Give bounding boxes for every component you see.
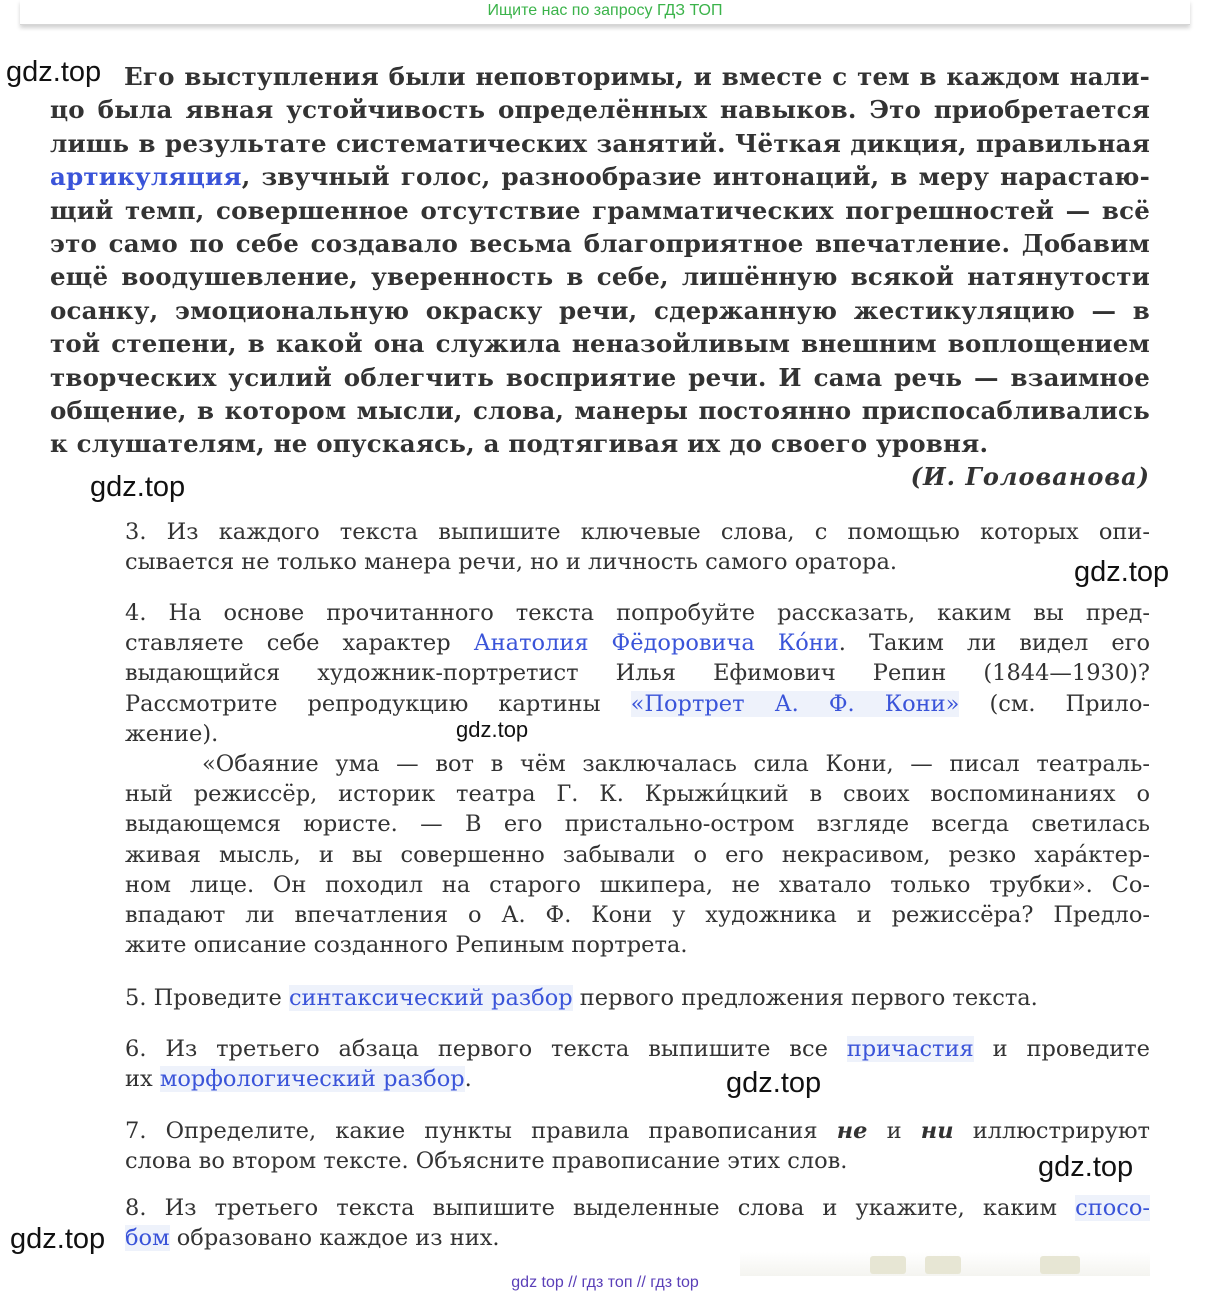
syntax-analysis-link[interactable]: синтаксический разбор: [288, 985, 573, 1011]
participles-link[interactable]: причастия: [846, 1036, 974, 1062]
text-line: щий темп, совершенное отсутствие грамматических погрешностей — всё: [50, 195, 1150, 225]
text-line: к слушателям, не опускаясь, а подтягивая их до своего уровня.: [50, 429, 989, 459]
text-line: это само по себе создавало весьма благоприятное впечатление. Добавим: [50, 229, 1150, 259]
text-line: Его выступления были неповторимы, и вместе с тем в каждом нали-: [124, 62, 1150, 91]
watermark: gdz.top: [90, 471, 186, 503]
question-5: 5. Проведите синтаксический разбор первого предложения первого текста.: [125, 985, 1038, 1011]
text-line: общение, в котором мысли, слова, манеры постоянно приспосабливались: [50, 396, 1150, 426]
watermark: gdz.top: [456, 717, 529, 742]
text-line: цо была явная устойчивость определённых навыков. Это приобретается: [50, 95, 1150, 125]
koni-link[interactable]: Анатолия Фёдоровича Ко́ни: [473, 630, 839, 657]
text-line: артикуляция, звучный голос, разнообразие интонаций, в меру нарастаю-: [50, 162, 1150, 192]
question-4: 4. На основе прочитанного текста попробуйте рассказать, каким вы пред- ставляете себе характер Анатолия Фёдоровича Ко́ни. Таким ли видел его выдающийся художник-портретист Илья Ефимович Репин (1844—1930)? Рассмотрите репродукцию картины «Портрет А. Ф. Кони» (см. Прило- жение). «Обаяние ума — вот в чём заключалась сила Кони, — писал театраль- ный режиссёр, историк театра Г. К. Крыжи́цкий в своих воспоминаниях о выдающемся юристе. — В его пристально-остром взгляде всегда светилась живая мысль, и вы совершенно забывали о его некрасивом, резко хара́ктер- ном лице. Он походил на старого шкипера, не хватало только трубки». Со- впадают ли впечатления о А. Ф. Кони у художника и режиссёра? Предло- жите описание созданного Репиным портрета.: [125, 600, 1150, 959]
portrait-link[interactable]: «Портрет А. Ф. Кони»: [630, 690, 960, 717]
articulation-link[interactable]: артикуляция: [50, 162, 242, 192]
watermark: gdz.top: [1038, 1151, 1134, 1183]
word-formation-link[interactable]: спосо-: [1075, 1195, 1150, 1221]
quoted-text: [50, 60, 1150, 461]
question-3: 3. Из каждого текста выпишите ключевые слова, с помощью которых опи- сывается не только манера речи, но и личность самого оратора.: [125, 519, 1150, 576]
cropped-image-fragment: [740, 1252, 1150, 1276]
word-formation-link-cont[interactable]: бом: [125, 1225, 170, 1252]
watermark: gdz.top: [10, 1223, 106, 1255]
footer-links[interactable]: gdz top // гдз топ // гдз top: [511, 1274, 699, 1291]
top-banner: [20, 0, 1190, 25]
search-hint-link[interactable]: Ищите нас по запросу ГДЗ ТОП: [487, 2, 723, 19]
text-line: лишь в результате систематических занятий. Чёткая дикция, правильная: [50, 128, 1150, 158]
question-7: 7. Определите, какие пункты правила правописания не и ни иллюстрируют слова во втором тексте. Объясните правописание этих слов.: [125, 1118, 1151, 1175]
question-6: 6. Из третьего абзаца первого текста выпишите все причастия и проведите их морфологический разбор.: [125, 1036, 1150, 1093]
text-line: осанку, эмоциональную окраску речи, сдержанную жестикуляцию — в: [50, 295, 1150, 325]
watermark: gdz.top: [6, 56, 102, 88]
text-line: той степени, в какой она служила неназойливым внешним воплощением: [50, 329, 1150, 359]
text-line: ещё воодушевление, уверенность в себе, лишённую всякой натянутости: [50, 262, 1150, 292]
question-8: 8. Из третьего текста выпишите выделенные слова и укажите, каким спосо- бом образовано каждое из них.: [125, 1195, 1150, 1252]
watermark: gdz.top: [726, 1067, 822, 1099]
text-line: творческих усилий облегчить восприятие речи. И сама речь — взаимное: [50, 362, 1150, 392]
morphology-analysis-link[interactable]: морфологический разбор: [159, 1066, 465, 1093]
author-attribution: (И. Голованова): [910, 462, 1150, 491]
watermark: gdz.top: [1074, 556, 1170, 588]
